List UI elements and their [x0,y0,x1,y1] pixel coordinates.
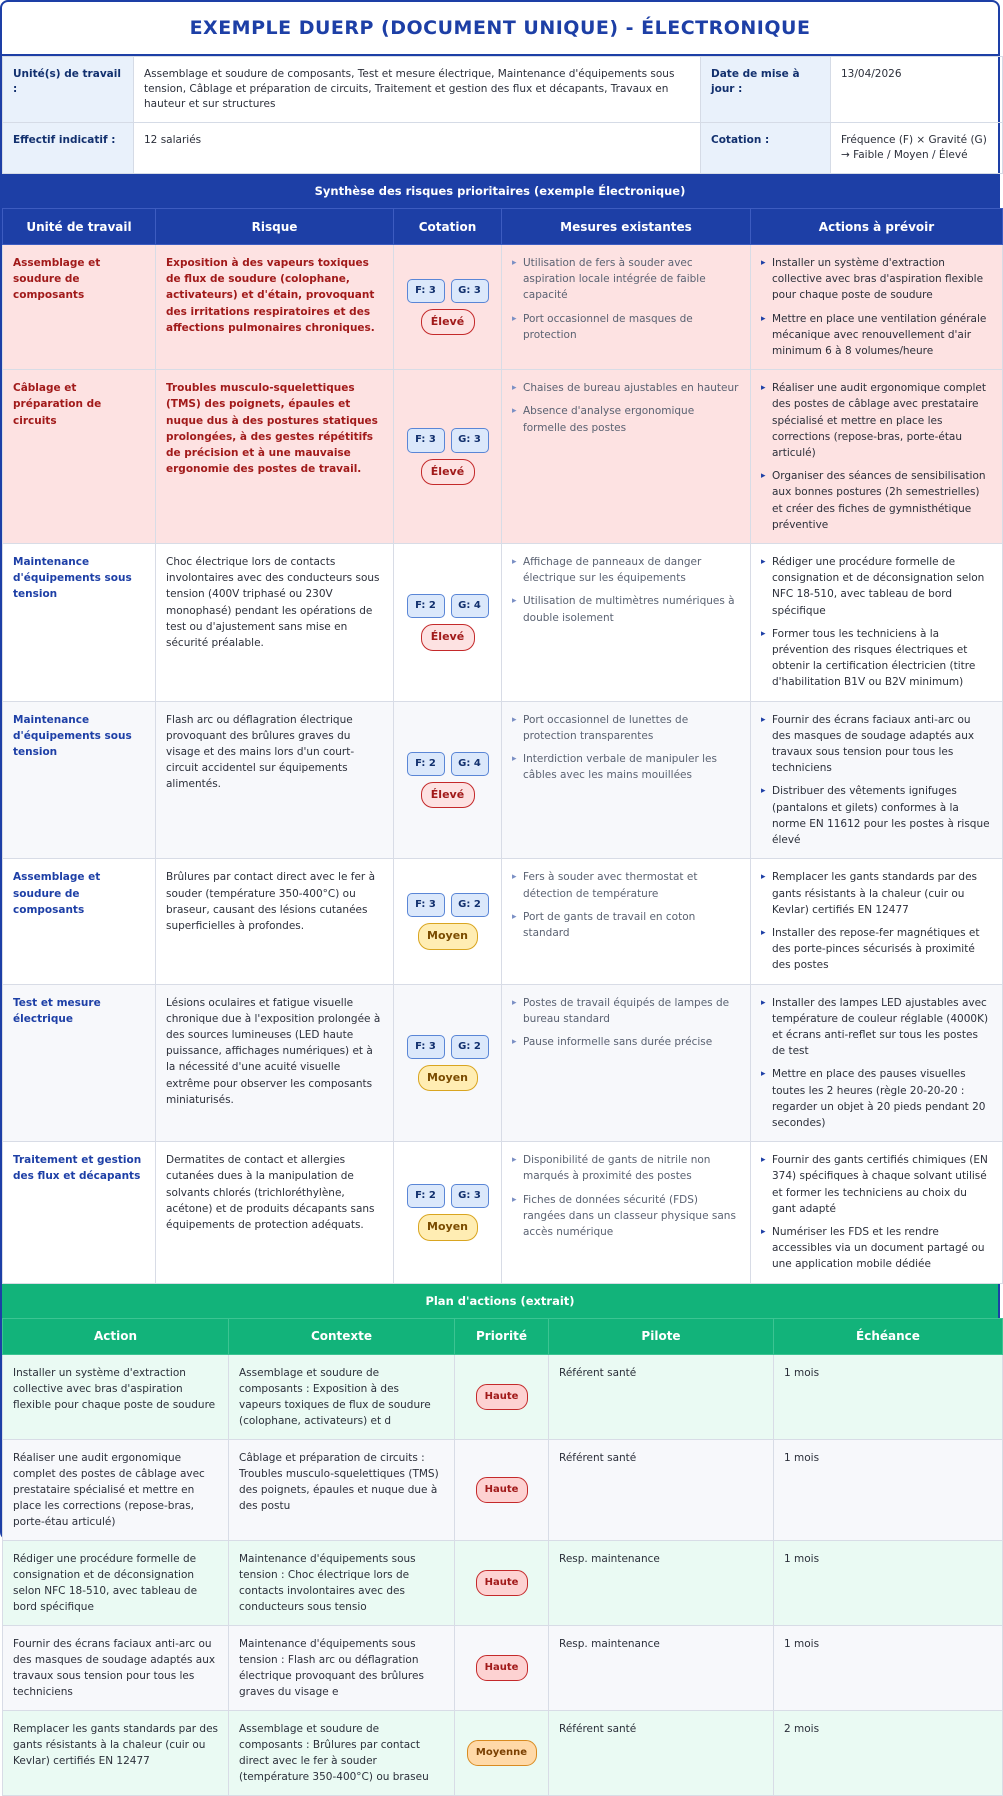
frequency-tag: F: 2 [407,752,445,776]
frequency-tag: F: 3 [407,893,445,917]
effectif-value: 12 salariés [134,123,701,174]
risk-unit: Maintenance d'équipements sous tension [3,544,156,702]
risk-level-badge: Moyen [418,1214,478,1240]
risk-description: Exposition à des vapeurs toxiques de flux de soudure (colophane, activateurs) et d'étain, provoquant des irritations respiratoires et des affections pulmonaires chroniques. [156,245,394,370]
risk-cotation [394,984,502,1142]
existing-measure-item: ▸ Utilisation de fers à souder avec aspiration locale intégrée de faible capacité [512,255,740,304]
risk-level-badge: Moyen [418,1065,478,1091]
planned-action-item: ▸ Organiser des séances de sensibilisation aux bonnes postures (2h semestrielles) et créer des fiches de gymnisthétique préventive [761,468,992,533]
plan-pilot: Resp. maintenance [549,1540,774,1625]
risk-unit: Câblage et préparation de circuits [3,370,156,544]
gravity-tag: G: 4 [451,752,489,776]
planned-actions [751,1142,1003,1283]
document-header [2,2,998,56]
priority-badge: Moyenne [467,1740,537,1766]
existing-measures [502,859,751,984]
existing-measure-item: ▸ Fers à souder avec thermostat et détection de température [512,869,740,901]
plan-pilot: Référent santé [549,1439,774,1540]
risk-cotation [394,1142,502,1283]
existing-measures [502,370,751,544]
plan-due: 1 mois [774,1625,1003,1710]
plan-row [3,1354,1003,1439]
units-label: Unité(s) de travail : [3,57,134,123]
plan-priority [455,1354,549,1439]
date-value: 13/04/2026 [831,57,1003,123]
planned-action-item: ▸ Mettre en place une ventilation générale mécanique avec renouvellement d'air minimum 6 à 8 volumes/heure [761,311,992,360]
risk-description: Troubles musculo-squelettiques (TMS) des poignets, épaules et nuque dus à des postures statiques prolongées, à des gestes répétitifs de précision et à une mauvaise ergonomie des postes de travail. [156,370,394,544]
risk-cotation [394,859,502,984]
units-value: Assemblage et soudure de composants, Test et mesure électrique, Maintenance d'équipements sous tension, Câblage et préparation de circuits, Traitement et gestion des flux et décapants, Travaux en hauteur et sur structures [134,57,701,123]
risk-level-badge: Élevé [421,309,475,335]
planned-action-item: ▸ Installer des repose-fer magnétiques et des porte-pinces sécurisés à proximité des postes [761,925,992,974]
existing-measure-item: ▸ Utilisation de multimètres numériques à double isolement [512,593,740,625]
plan-due: 1 mois [774,1540,1003,1625]
plan-row [3,1625,1003,1710]
risk-row [3,544,1003,702]
risk-description: Dermatites de contact et allergies cutanées dues à la manipulation de solvants chlorés (trichloréthylène, acétone) et de produits décapants sans équipements de protection adéquats. [156,1142,394,1283]
plan-header-action: Action [3,1318,229,1354]
risk-unit: Assemblage et soudure de composants [3,859,156,984]
risk-description: Brûlures par contact direct avec le fer à souder (température 350-400°C) ou braseur, causant des lésions cutanées superficielles à profondes. [156,859,394,984]
risk-row [3,1142,1003,1283]
gravity-tag: G: 3 [451,1184,489,1208]
existing-measures [502,984,751,1142]
risk-row [3,984,1003,1142]
plan-due: 1 mois [774,1439,1003,1540]
planned-actions [751,859,1003,984]
risk-unit: Test et mesure électrique [3,984,156,1142]
risk-unit: Traitement et gestion des flux et décapants [3,1142,156,1283]
plan-band: Plan d'actions (extrait) [2,1284,998,1318]
existing-measure-item: ▸ Affichage de panneaux de danger électrique sur les équipements [512,554,740,586]
priority-badge: Haute [476,1570,528,1596]
risk-row [3,859,1003,984]
planned-actions [751,370,1003,544]
frequency-tag: F: 3 [407,428,445,452]
planned-action-item: ▸ Distribuer des vêtements ignifuges (pantalons et gilets) conformes à la norme EN 11612 pour les postes à risque élevé [761,783,992,848]
existing-measure-item: ▸ Port occasionnel de lunettes de protection transparentes [512,712,740,744]
priority-badge: Haute [476,1655,528,1681]
frequency-tag: F: 2 [407,594,445,618]
plan-context: Câblage et préparation de circuits : Troubles musculo-squelettiques (TMS) des poignets, épaules et nuque due à des postu [229,1439,455,1540]
planned-actions [751,701,1003,859]
plan-pilot: Référent santé [549,1710,774,1795]
plan-row [3,1439,1003,1540]
plan-priority [455,1625,549,1710]
existing-measures [502,1142,751,1283]
plan-header-context: Contexte [229,1318,455,1354]
plan-action: Rédiger une procédure formelle de consignation et de déconsignation selon NFC 18-510, avec tableau de bord spécifique [3,1540,229,1625]
action-plan-table [2,1318,1003,1796]
risk-cotation [394,544,502,702]
col-header-cotation: Cotation [394,209,502,245]
planned-action-item: ▸ Rédiger une procédure formelle de consignation et de déconsignation selon NFC 18-510, avec tableau de bord spécifique [761,554,992,619]
plan-row [3,1710,1003,1795]
risk-description: Lésions oculaires et fatigue visuelle chronique due à l'exposition prolongée à des sources lumineuses (LED haute puissance, affichages numériques) et à la nécessité d'une acuité visuelle extrême pour observer les composants miniaturisés. [156,984,394,1142]
risk-description: Choc électrique lors de contacts involontaires avec des conducteurs sous tension (400V triphasé ou 230V monophasé) pendant les opérations de test ou d'ajustement sans mise en sécurité préalable. [156,544,394,702]
synthese-band: Synthèse des risques prioritaires (exemple Électronique) [2,174,998,208]
plan-context: Assemblage et soudure de composants : Brûlures par contact direct avec le fer à souder (température 350-400°C) ou braseu [229,1710,455,1795]
plan-action: Installer un système d'extraction collective avec bras d'aspiration flexible pour chaque poste de soudure [3,1354,229,1439]
plan-header-priority: Priorité [455,1318,549,1354]
planned-action-item: ▸ Fournir des gants certifiés chimiques (EN 374) spécifiques à chaque solvant utilisé et former les techniciens au choix du gant adapté [761,1152,992,1217]
plan-pilot: Resp. maintenance [549,1625,774,1710]
risk-level-badge: Moyen [418,923,478,949]
gravity-tag: G: 3 [451,428,489,452]
existing-measures [502,544,751,702]
frequency-tag: F: 3 [407,1035,445,1059]
frequency-tag: F: 2 [407,1184,445,1208]
risk-table [2,208,1003,1284]
plan-row [3,1540,1003,1625]
plan-due: 1 mois [774,1354,1003,1439]
plan-context: Maintenance d'équipements sous tension : Choc électrique lors de contacts involontaires avec des conducteurs sous tensio [229,1540,455,1625]
risk-description: Flash arc ou déflagration électrique provoquant des brûlures graves du visage et des mains lors d'un court-circuit accidentel sur équipements alimentés. [156,701,394,859]
risk-unit: Assemblage et soudure de composants [3,245,156,370]
gravity-tag: G: 4 [451,594,489,618]
planned-action-item: ▸ Fournir des écrans faciaux anti-arc ou des masques de soudage adaptés aux travaux sous tension pour tous les techniciens [761,712,992,777]
risk-cotation [394,370,502,544]
planned-action-item: ▸ Installer un système d'extraction collective avec bras d'aspiration flexible pour chaque poste de soudure [761,255,992,304]
col-header-unit: Unité de travail [3,209,156,245]
col-header-existing: Mesures existantes [502,209,751,245]
existing-measures [502,245,751,370]
existing-measure-item: ▸ Port occasionnel de masques de protection [512,311,740,343]
risk-unit: Maintenance d'équipements sous tension [3,701,156,859]
plan-due: 2 mois [774,1710,1003,1795]
date-label: Date de mise à jour : [701,57,831,123]
plan-context: Assemblage et soudure de composants : Exposition à des vapeurs toxiques de flux de soudure (colophane, activateurs) et d [229,1354,455,1439]
plan-context: Maintenance d'équipements sous tension : Flash arc ou déflagration électrique provoquant des brûlures graves du visage e [229,1625,455,1710]
planned-actions [751,245,1003,370]
plan-priority [455,1439,549,1540]
risk-cotation [394,701,502,859]
plan-action: Remplacer les gants standards par des gants résistants à la chaleur (cuir ou Kevlar) certifiés EN 12477 [3,1710,229,1795]
priority-badge: Haute [476,1477,528,1503]
existing-measure-item: ▸ Disponibilité de gants de nitrile non marqués à proximité des postes [512,1152,740,1184]
frequency-tag: F: 3 [407,279,445,303]
planned-actions [751,544,1003,702]
gravity-tag: G: 2 [451,1035,489,1059]
existing-measure-item: ▸ Port de gants de travail en coton standard [512,909,740,941]
existing-measure-item: ▸ Postes de travail équipés de lampes de bureau standard [512,995,740,1027]
risk-row [3,245,1003,370]
plan-header-pilot: Pilote [549,1318,774,1354]
plan-pilot: Référent santé [549,1354,774,1439]
document-title: EXEMPLE DUERP (DOCUMENT UNIQUE) - ÉLECTRONIQUE [189,17,811,39]
info-table [2,56,1003,174]
planned-actions [751,984,1003,1142]
col-header-actions: Actions à prévoir [751,209,1003,245]
existing-measure-item: ▸ Fiches de données sécurité (FDS) rangées dans un classeur physique sans accès numérique [512,1192,740,1241]
gravity-tag: G: 2 [451,893,489,917]
risk-level-badge: Élevé [421,782,475,808]
existing-measure-item: ▸ Chaises de bureau ajustables en hauteur [512,380,740,396]
planned-action-item: ▸ Installer des lampes LED ajustables avec température de couleur réglable (4000K) et écrans anti-reflet sur tous les postes de test [761,995,992,1060]
risk-row [3,370,1003,544]
plan-priority [455,1710,549,1795]
planned-action-item: ▸ Réaliser une audit ergonomique complet des postes de câblage avec prestataire spécialisé et mettre en place les corrections (repose-bras, porte-étau articulé) [761,380,992,461]
plan-header-due: Échéance [774,1318,1003,1354]
col-header-risk: Risque [156,209,394,245]
gravity-tag: G: 3 [451,279,489,303]
risk-level-badge: Élevé [421,459,475,485]
risk-level-badge: Élevé [421,624,475,650]
cotation-label: Cotation : [701,123,831,174]
existing-measures [502,701,751,859]
plan-action: Fournir des écrans faciaux anti-arc ou des masques de soudage adaptés aux travaux sous tension pour tous les techniciens [3,1625,229,1710]
planned-action-item: ▸ Mettre en place des pauses visuelles toutes les 2 heures (règle 20-20-20 : regarder un objet à 20 pieds pendant 20 secondes) [761,1066,992,1131]
cotation-value: Fréquence (F) × Gravité (G) → Faible / Moyen / Élevé [831,123,1003,174]
plan-action: Réaliser une audit ergonomique complet des postes de câblage avec prestataire spécialisé et mettre en place les corrections (repose-bras, porte-étau articulé) [3,1439,229,1540]
priority-badge: Haute [476,1384,528,1410]
planned-action-item: ▸ Numériser les FDS et les rendre accessibles via un document partagé ou une application mobile dédiée [761,1224,992,1273]
existing-measure-item: ▸ Pause informelle sans durée précise [512,1034,740,1050]
planned-action-item: ▸ Remplacer les gants standards par des gants résistants à la chaleur (cuir ou Kevlar) certifiés EN 12477 [761,869,992,918]
planned-action-item: ▸ Former tous les techniciens à la prévention des risques électriques et obtenir la certification électricien (titre d'habilitation B1V ou B2V minimum) [761,626,992,691]
existing-measure-item: ▸ Absence d'analyse ergonomique formelle des postes [512,403,740,435]
effectif-label: Effectif indicatif : [3,123,134,174]
existing-measure-item: ▸ Interdiction verbale de manipuler les câbles avec les mains mouillées [512,751,740,783]
plan-priority [455,1540,549,1625]
risk-cotation [394,245,502,370]
risk-row [3,701,1003,859]
